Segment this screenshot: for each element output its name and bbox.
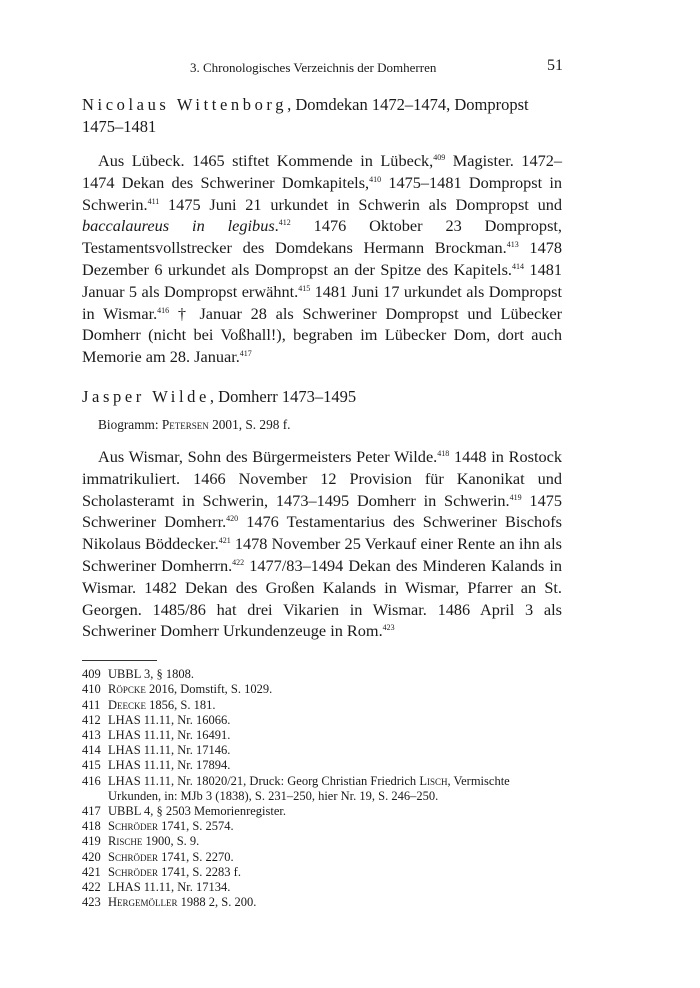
footnote xyxy=(82,713,562,728)
text-run: 1741, S. 2283 f. xyxy=(157,864,241,879)
footnote-number: 415 xyxy=(82,758,101,773)
footnote xyxy=(82,834,562,849)
text-run: LHAS 11.11, Nr. 16491. xyxy=(108,727,231,742)
author-name: Schröder xyxy=(108,849,158,864)
running-head: 3. Chronologisches Verzeichnis der Domherren xyxy=(190,60,437,75)
footnote-text xyxy=(108,834,562,849)
text-run: 2016, Domstift, S. 1029. xyxy=(145,682,273,697)
footnote-ref: 409 xyxy=(433,153,446,162)
entry-title-rest: , Domdekan 1472–1474, Dompropst 1475–1481 xyxy=(82,95,529,136)
footnote-ref: 422 xyxy=(232,557,245,567)
text-run: Magister. 1472–1474 Dekan des Schweriner Domkapitels, xyxy=(82,151,563,192)
footnote-number: 418 xyxy=(82,819,101,834)
text-run: 1475 Schweriner Domherr. xyxy=(82,490,562,532)
footnote-number: 414 xyxy=(82,743,101,758)
footnote xyxy=(82,819,562,834)
entry-title xyxy=(82,386,562,408)
entry-title-rest: , Domherr 1473–1495 xyxy=(209,386,357,406)
footnote-number: 423 xyxy=(82,895,101,910)
page-number: 51 xyxy=(547,57,563,74)
footnote-ref: 412 xyxy=(278,218,291,228)
biogramm-line xyxy=(98,416,562,434)
footnote-text xyxy=(108,774,562,804)
text-run: 1481 Juni 17 urkundet als Dompropst in Wismar. xyxy=(82,281,562,323)
text-run: 1448 in Rostock immatrikuliert. 1466 November 12 Provision für Kanonikat und Scholasteramt in Schwerin, 1473–1495 Domherr in Schwerin. xyxy=(82,446,562,510)
footnote xyxy=(82,895,562,910)
footnote-text xyxy=(108,728,562,743)
footnote-text xyxy=(108,667,562,682)
footnote-text xyxy=(108,682,562,697)
text-run: Aus Lübeck. 1465 stiftet Kommende in Lübeck, xyxy=(98,151,434,170)
footnote-text xyxy=(108,758,562,773)
footnote-ref: 410 xyxy=(369,174,382,184)
text-run: LHAS 11.11, Nr. 16066. xyxy=(108,712,231,727)
text-run: UBBL 4, § 2503 Memorienregister. xyxy=(108,803,286,818)
footnote xyxy=(82,865,562,880)
text-run: 1741, S. 2270. xyxy=(157,849,234,864)
author-name: Hergemöller xyxy=(108,895,178,910)
footnote xyxy=(82,758,562,773)
footnote-text xyxy=(108,865,562,880)
text-run: . xyxy=(274,216,279,236)
footnote-ref: 420 xyxy=(226,514,239,524)
entry-name: Jasper Wilde xyxy=(82,386,210,406)
footnote-text xyxy=(108,743,562,758)
footnote-ref: 419 xyxy=(509,492,522,502)
page-body xyxy=(82,94,562,910)
footnote-ref: 418 xyxy=(437,448,450,458)
footnote-ref: 413 xyxy=(506,240,519,250)
footnote-number: 420 xyxy=(82,849,101,864)
italic-text: baccalaureus in legibus xyxy=(82,216,275,236)
author-name: Lisch xyxy=(419,773,448,788)
footnote-number: 411 xyxy=(82,697,101,712)
footnote-text xyxy=(108,895,562,910)
footnote-ref: 415 xyxy=(298,283,311,293)
footnote-ref: 411 xyxy=(147,196,160,206)
footnotes-list xyxy=(82,667,562,910)
footnote xyxy=(82,682,562,697)
footnote xyxy=(82,743,562,758)
footnote-number: 416 xyxy=(82,773,101,788)
footnote-ref: 421 xyxy=(218,536,231,546)
author-name: Schröder xyxy=(108,819,158,834)
text-run: 1476 Oktober 23 Dompropst, Testamentsvollstrecker des Domdekans Hermann Brockman. xyxy=(82,216,562,258)
text-run: 1856, S. 181. xyxy=(146,697,216,712)
author-name: Röpcke xyxy=(108,682,146,697)
footnote-text xyxy=(108,713,562,728)
text-run: LHAS 11.11, Nr. 17894. xyxy=(108,758,231,773)
entry-title xyxy=(82,94,562,138)
footnote-number: 422 xyxy=(82,879,101,894)
text-run: 1475 Juni 21 urkundet in Schwerin als Dompropst und xyxy=(159,194,562,214)
text-run: Aus Wismar, Sohn des Bürgermeisters Peter Wilde. xyxy=(98,446,438,466)
biogramm-label: Biogramm: xyxy=(98,416,162,432)
footnote xyxy=(82,804,562,819)
footnote-number: 417 xyxy=(82,803,101,818)
text-run: 1741, S. 2574. xyxy=(157,819,234,834)
footnote xyxy=(82,698,562,713)
text-run: LHAS 11.11, Nr. 17134. xyxy=(108,879,231,894)
author-name: Deecke xyxy=(108,697,147,712)
biogramm-ref: 2001, S. 298 f. xyxy=(208,416,291,432)
footnote-number: 419 xyxy=(82,834,101,849)
biogramm-author: Petersen xyxy=(161,416,209,432)
author-name: Schröder xyxy=(108,864,158,879)
text-run: 1477/83–1494 Dekan des Minderen Kalands in Wismar. 1482 Dekan des Großen Kalands in Wismar, Pfarrer an St. Georgen. 1485/86 hat drei Vikarien in Wismar. 1486 April 3 als Schweriner Domherr Urkundenzeuge in Rom. xyxy=(82,555,562,641)
text-run: LHAS 11.11, Nr. 17146. xyxy=(108,743,231,758)
text-run: 1476 Testamentarius des Schweriner Bischofs Nikolaus Böddecker. xyxy=(82,512,562,554)
text-run: 1478 November 25 Verkauf einer Rente an ihn als Schweriner Domherrn. xyxy=(82,534,563,575)
footnote-number: 421 xyxy=(82,864,101,879)
text-run: 1478 Dezember 6 urkundet als Dompropst an der Spitze des Kapitels. xyxy=(82,238,562,279)
text-run: 1988 2, S. 200. xyxy=(177,895,257,910)
footnote-text xyxy=(108,804,562,819)
footnote-number: 409 xyxy=(82,667,101,682)
footnote-ref: 423 xyxy=(382,623,395,633)
footnote-ref: 416 xyxy=(157,305,170,315)
footnote-ref: 417 xyxy=(239,349,252,359)
entry-paragraph xyxy=(82,446,562,642)
footnote-ref: 414 xyxy=(512,261,524,271)
footnote xyxy=(82,880,562,895)
text-run: LHAS 11.11, Nr. 18020/21, Druck: Georg Christian Friedrich xyxy=(108,773,420,788)
entry-name: Nicolaus Wittenborg xyxy=(82,95,288,114)
author-name: Rische xyxy=(108,834,143,849)
footnote xyxy=(82,667,562,682)
text-run: 1481 Januar 5 als Dompropst erwähnt. xyxy=(82,259,562,301)
footnote-number: 413 xyxy=(82,727,101,742)
footnote xyxy=(82,850,562,865)
footnote xyxy=(82,728,562,743)
entry-paragraph xyxy=(82,150,562,368)
footnote-divider xyxy=(82,660,157,661)
footnote-text xyxy=(108,698,562,713)
footnote xyxy=(82,774,562,804)
footnote-text xyxy=(108,819,562,834)
text-run: † Januar 28 als Schweriner Dompropst und Lübecker Domherr (nicht bei Voßhall!), begraben im Lübecker Dom, dort auch Memorie am 28. Januar. xyxy=(82,303,563,367)
text-run: , Vermischte Urkunden, in: MJb 3 (1838), S. 231–250, hier Nr. 19, S. 246–250. xyxy=(108,773,510,803)
footnote-number: 412 xyxy=(82,712,101,727)
text-run: 1900, S. 9. xyxy=(142,834,200,849)
text-run: 1475–1481 Dompropst in Schwerin. xyxy=(82,172,562,214)
footnote-number: 410 xyxy=(82,682,101,697)
footnote-text xyxy=(108,850,562,865)
footnote-text xyxy=(108,880,562,895)
text-run: UBBL 3, § 1808. xyxy=(108,667,194,682)
